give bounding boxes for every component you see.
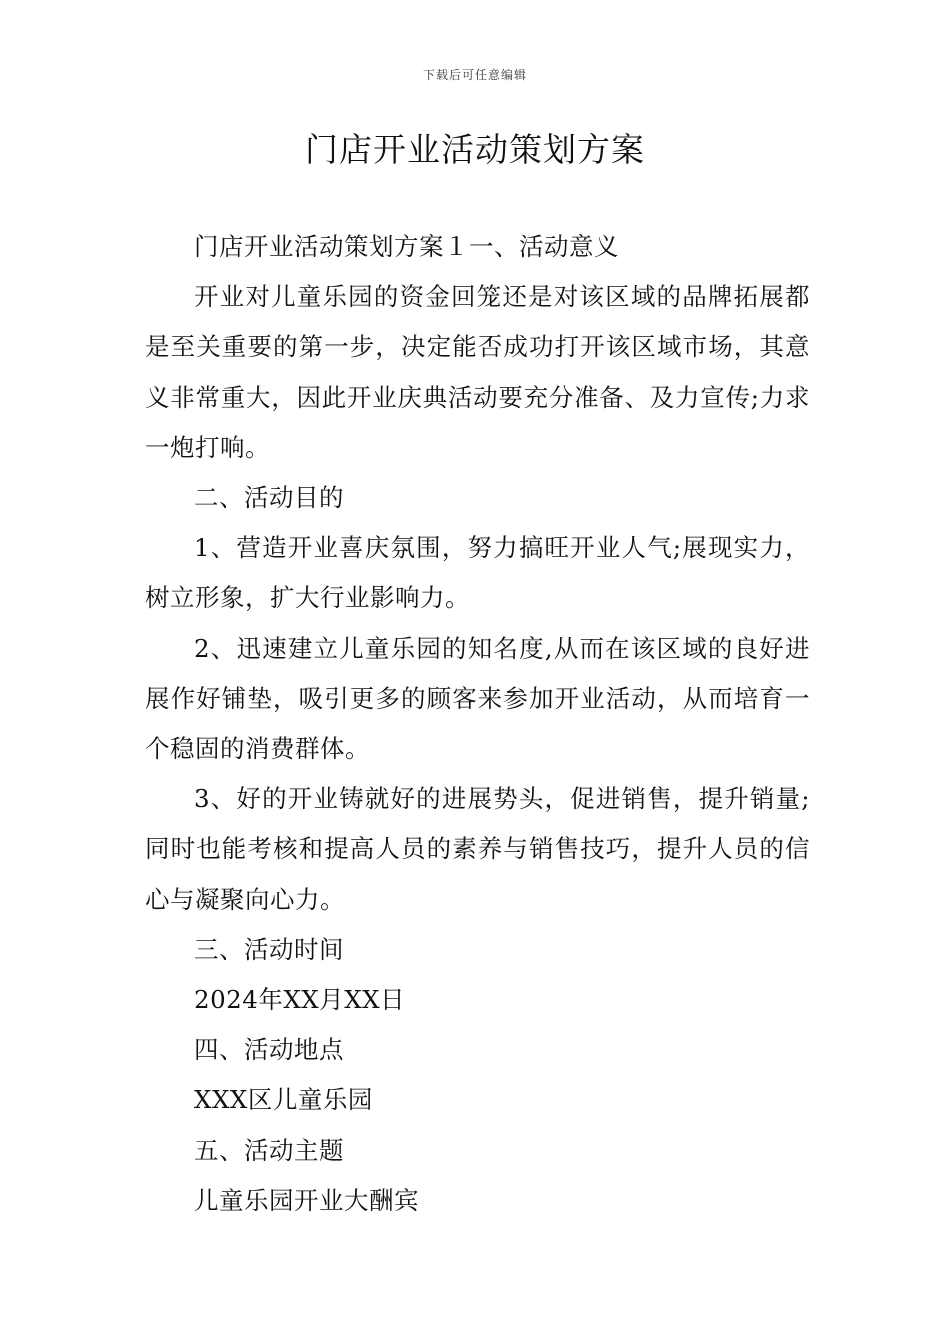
paragraph-goal-3: 3、好的开业铸就好的进展势头，促进销售，提升销量;同时也能考核和提高人员的素养与销售技巧，提升人员的信心与凝聚向心力。 <box>145 784 810 914</box>
paragraph-location: XXX区儿童乐园 <box>194 1085 373 1115</box>
document-body <box>145 222 810 1226</box>
paragraph-time: 2024年XX月XX日 <box>194 985 406 1015</box>
paragraph-theme: 儿童乐园开业大酬宾 <box>194 1185 419 1215</box>
section-heading-time: 三、活动时间 <box>194 934 344 964</box>
paragraph-intro-heading: 门店开业活动策划方案１一、活动意义 <box>194 232 619 261</box>
paragraph-goal-2: 2、迅速建立儿童乐园的知名度,从而在该区域的良好进展作好铺垫，吸引更多的顾客来参加开业活动，从而培育一个稳固的消费群体。 <box>145 633 810 764</box>
header-note: 下载后可任意编辑 <box>422 68 527 82</box>
paragraph-goal-1: 1、营造开业喜庆氛围，努力搞旺开业人气;展现实力，树立形象，扩大行业影响力。 <box>145 533 810 613</box>
section-heading-theme: 五、活动主题 <box>194 1135 344 1165</box>
page-title: 门店开业活动策划方案 <box>305 130 645 169</box>
section-heading-goals: 二、活动目的 <box>194 483 344 513</box>
section-heading-location: 四、活动地点 <box>194 1035 344 1065</box>
paragraph-significance: 开业对儿童乐园的资金回笼还是对该区域的品牌拓展都是至关重要的第一步，决定能否成功打开该区域市场，其意义非常重大，因此开业庆典活动要充分准备、及力宣传;力求一炮打响。 <box>145 282 810 462</box>
